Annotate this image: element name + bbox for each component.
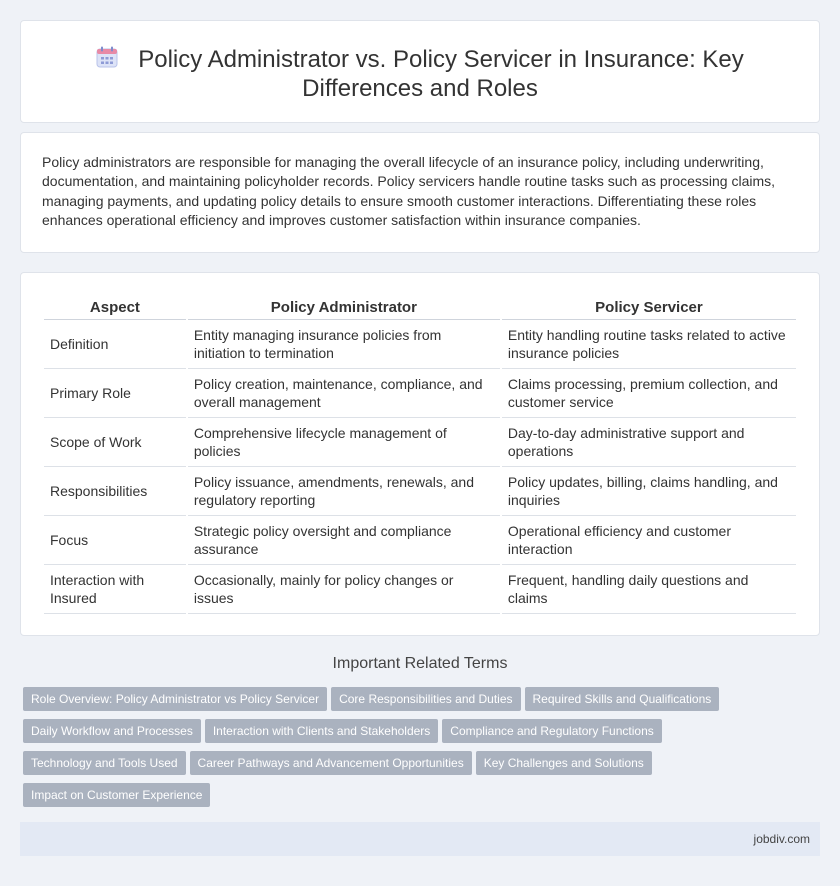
- aspect-cell: Definition: [44, 320, 186, 369]
- administrator-cell: Entity managing insurance policies from initiation to termination: [188, 320, 500, 369]
- administrator-cell: Policy issuance, amendments, renewals, and regulatory reporting: [188, 467, 500, 516]
- intro-card: [20, 132, 820, 253]
- title-line-2: Differences and Roles: [302, 75, 538, 102]
- table-row: [44, 565, 796, 614]
- table-row: [44, 320, 796, 369]
- related-term-tag[interactable]: Role Overview: Policy Administrator vs Policy Servicer: [23, 687, 327, 711]
- aspect-cell: Interaction with Insured: [44, 565, 186, 614]
- servicer-cell: Claims processing, premium collection, and customer service: [502, 369, 796, 418]
- title-card: [20, 20, 820, 123]
- footer-site-link[interactable]: jobdiv.com: [753, 832, 810, 846]
- servicer-cell: Operational efficiency and customer interaction: [502, 516, 796, 565]
- administrator-cell: Occasionally, mainly for policy changes or issues: [188, 565, 500, 614]
- table-header-row: [44, 295, 796, 320]
- related-term-tag[interactable]: Required Skills and Qualifications: [525, 687, 720, 711]
- servicer-cell: Day-to-day administrative support and operations: [502, 418, 796, 467]
- servicer-cell: Frequent, handling daily questions and claims: [502, 565, 796, 614]
- related-term-tag[interactable]: Key Challenges and Solutions: [476, 751, 652, 775]
- related-term-tag[interactable]: Career Pathways and Advancement Opportunities: [190, 751, 472, 775]
- related-term-tag[interactable]: Interaction with Clients and Stakeholders: [205, 719, 438, 743]
- related-terms-heading: Important Related Terms: [332, 655, 508, 672]
- aspect-cell: Primary Role: [44, 369, 186, 418]
- table-row: [44, 418, 796, 467]
- related-terms-list: [23, 687, 823, 815]
- administrator-cell: Strategic policy oversight and compliance assurance: [188, 516, 500, 565]
- header-aspect: Aspect: [44, 295, 186, 320]
- comparison-table: [42, 295, 798, 614]
- related-term-tag[interactable]: Core Responsibilities and Duties: [331, 687, 520, 711]
- administrator-cell: Policy creation, maintenance, compliance, and overall management: [188, 369, 500, 418]
- aspect-cell: Responsibilities: [44, 467, 186, 516]
- related-term-tag[interactable]: Technology and Tools Used: [23, 751, 186, 775]
- table-row: [44, 467, 796, 516]
- table-row: [44, 369, 796, 418]
- aspect-cell: Scope of Work: [44, 418, 186, 467]
- page-title: [21, 45, 819, 103]
- title-line-1: Policy Administrator vs. Policy Servicer in Insurance: Key: [138, 46, 744, 73]
- related-term-tag[interactable]: Compliance and Regulatory Functions: [442, 719, 661, 743]
- comparison-card: [20, 272, 820, 636]
- calendar-icon: [96, 46, 118, 68]
- aspect-cell: Focus: [44, 516, 186, 565]
- header-policy-administrator: Policy Administrator: [188, 295, 500, 320]
- footer: [20, 822, 820, 856]
- related-term-tag[interactable]: Daily Workflow and Processes: [23, 719, 201, 743]
- header-policy-servicer: Policy Servicer: [502, 295, 796, 320]
- servicer-cell: Policy updates, billing, claims handling, and inquiries: [502, 467, 796, 516]
- related-term-tag[interactable]: Impact on Customer Experience: [23, 783, 210, 807]
- intro-paragraph: Policy administrators are responsible for managing the overall lifecycle of an insurance policy, including underwriting, documentation, and maintaining policyholder records. Policy servicers handle routine tasks such as processing claims, managing payments, and updating policy details to ensure smooth customer interactions. Differentiating these roles enhances operational efficiency and improves customer satisfaction within insurance companies.: [42, 154, 776, 228]
- administrator-cell: Comprehensive lifecycle management of policies: [188, 418, 500, 467]
- servicer-cell: Entity handling routine tasks related to active insurance policies: [502, 320, 796, 369]
- table-row: [44, 516, 796, 565]
